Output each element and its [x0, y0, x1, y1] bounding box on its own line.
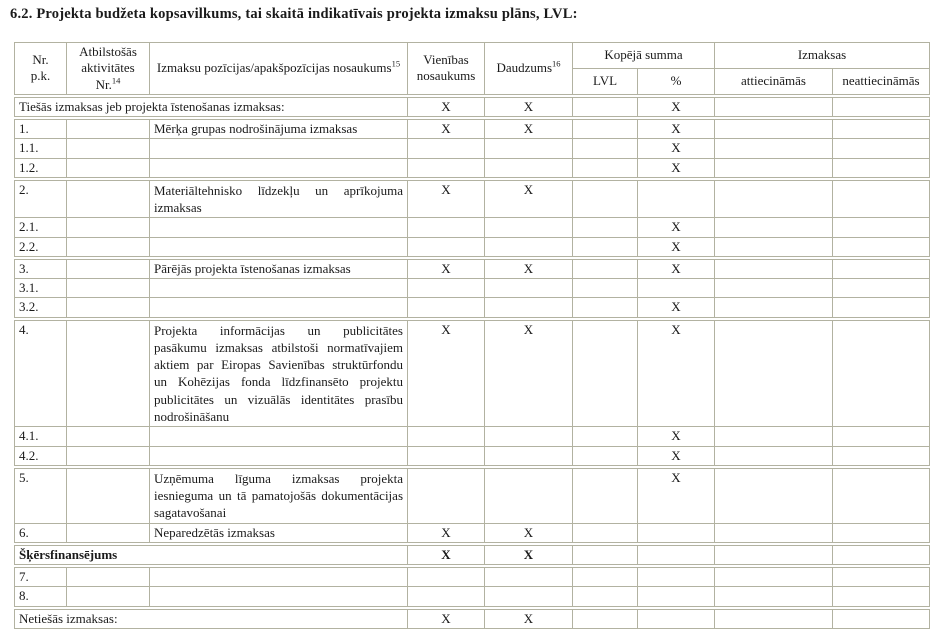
activity-nr-cell [67, 467, 150, 523]
eligible-costs-cell [715, 523, 833, 544]
quantity-cell: X [485, 319, 573, 427]
unit-name-cell [408, 237, 485, 258]
row-label-cell: Netiešās izmaksas: [15, 608, 408, 629]
cost-position-cell [150, 298, 408, 319]
ineligible-costs-cell [833, 279, 930, 298]
ineligible-costs-cell [833, 319, 930, 427]
table-body [15, 96, 930, 629]
col-header-nr-pk [15, 43, 67, 96]
row-number-cell: 5. [15, 467, 67, 523]
lvl-cell [573, 319, 638, 427]
activity-nr-cell [67, 118, 150, 139]
unit-name-cell: X [408, 544, 485, 566]
eligible-costs-cell [715, 179, 833, 218]
unit-name-cell [408, 279, 485, 298]
unit-name-cell [408, 427, 485, 446]
ineligible-costs-cell [833, 237, 930, 258]
ineligible-costs-cell [833, 544, 930, 566]
lvl-cell [573, 158, 638, 179]
quantity-cell [485, 427, 573, 446]
lvl-cell [573, 118, 638, 139]
quantity-cell [485, 298, 573, 319]
table-header [15, 43, 930, 96]
cost-position-cell: Neparedzētās izmaksas [150, 523, 408, 544]
cost-position-cell [150, 446, 408, 467]
percent-cell: X [638, 446, 715, 467]
percent-cell [638, 523, 715, 544]
percent-cell [638, 544, 715, 566]
eligible-costs-cell [715, 158, 833, 179]
ineligible-costs-cell [833, 118, 930, 139]
unit-name-cell: X [408, 118, 485, 139]
row-number-cell: 4. [15, 319, 67, 427]
lvl-cell [573, 467, 638, 523]
ineligible-costs-cell [833, 158, 930, 179]
lvl-cell [573, 523, 638, 544]
unit-name-cell [408, 587, 485, 608]
page-title: 6.2. Projekta budžeta kopsavilkums, tai skaitā indikatīvais projekta izmaksu plāns, LVL: [10, 6, 578, 22]
quantity-cell: X [485, 179, 573, 218]
table-row [15, 608, 930, 629]
unit-name-cell [408, 218, 485, 237]
ineligible-costs-cell [833, 587, 930, 608]
cost-position-cell [150, 139, 408, 158]
table-row [15, 218, 930, 237]
table-row [15, 298, 930, 319]
quantity-label: Daudzums [496, 60, 553, 76]
table-row [15, 523, 930, 544]
eligible-costs-cell [715, 319, 833, 427]
activity-label: Atbilstošās aktivitātes Nr. [79, 44, 137, 92]
activity-nr-cell [67, 319, 150, 427]
ineligible-costs-cell [833, 218, 930, 237]
unit-name-cell: X [408, 319, 485, 427]
quantity-cell [485, 587, 573, 608]
percent-cell: X [638, 158, 715, 179]
cost-position-cell: Mērķa grupas nodrošinājuma izmaksas [150, 118, 408, 139]
quantity-cell [485, 446, 573, 467]
activity-nr-cell [67, 427, 150, 446]
activity-nr-cell [67, 139, 150, 158]
cost-position-cell: Pārējās projekta īstenošanas izmaksas [150, 258, 408, 279]
quantity-cell: X [485, 608, 573, 629]
eligible-costs-cell [715, 427, 833, 446]
budget-summary-table [14, 42, 930, 629]
unit-name-cell [408, 139, 485, 158]
ineligible-costs-cell [833, 523, 930, 544]
nr-label-line1: Nr. [32, 52, 49, 68]
activity-nr-cell [67, 446, 150, 467]
col-header-cost-position [150, 43, 408, 96]
activity-nr-cell [67, 218, 150, 237]
row-number-cell: 2.1. [15, 218, 67, 237]
percent-cell: X [638, 258, 715, 279]
eligible-costs-cell [715, 467, 833, 523]
quantity-cell: X [485, 258, 573, 279]
lvl-cell [573, 544, 638, 566]
quantity-cell [485, 139, 573, 158]
cost-position-cell [150, 158, 408, 179]
cost-position-cell [150, 237, 408, 258]
cost-position-cell [150, 427, 408, 446]
table-row [15, 467, 930, 523]
quantity-cell [485, 566, 573, 587]
eligible-costs-cell [715, 446, 833, 467]
lvl-cell [573, 298, 638, 319]
percent-cell: X [638, 237, 715, 258]
unit-name-cell: X [408, 258, 485, 279]
eligible-costs-cell [715, 298, 833, 319]
percent-cell [638, 279, 715, 298]
lvl-cell [573, 608, 638, 629]
lvl-cell [573, 587, 638, 608]
quantity-cell: X [485, 544, 573, 566]
row-label-cell: Šķērsfinansējums [15, 544, 408, 566]
row-number-cell: 3.2. [15, 298, 67, 319]
footnote-ref-14: 14 [111, 75, 121, 86]
lvl-cell [573, 566, 638, 587]
row-number-cell: 3.1. [15, 279, 67, 298]
eligible-costs-cell [715, 279, 833, 298]
activity-nr-cell [67, 523, 150, 544]
footnote-ref-15: 15 [391, 58, 401, 69]
activity-nr-cell [67, 179, 150, 218]
table-row [15, 158, 930, 179]
ineligible-costs-cell [833, 427, 930, 446]
row-number-cell: 1.1. [15, 139, 67, 158]
col-header-percent: % [638, 68, 715, 96]
ineligible-costs-cell [833, 258, 930, 279]
row-number-cell: 7. [15, 566, 67, 587]
col-group-costs: Izmaksas [715, 43, 930, 69]
ineligible-costs-cell [833, 467, 930, 523]
row-number-cell: 4.2. [15, 446, 67, 467]
row-number-cell: 8. [15, 587, 67, 608]
quantity-cell [485, 279, 573, 298]
row-number-cell: 2.2. [15, 237, 67, 258]
activity-nr-cell [67, 158, 150, 179]
lvl-cell [573, 139, 638, 158]
ineligible-costs-cell [833, 96, 930, 118]
percent-cell: X [638, 118, 715, 139]
eligible-costs-cell [715, 566, 833, 587]
table-row [15, 279, 930, 298]
cost-position-cell [150, 218, 408, 237]
cost-position-cell: Materiāltehnisko līdzekļu un aprīkojuma izmaksas [150, 179, 408, 218]
table-row [15, 544, 930, 566]
percent-cell [638, 179, 715, 218]
percent-cell: X [638, 298, 715, 319]
ineligible-costs-cell [833, 608, 930, 629]
table-row [15, 118, 930, 139]
row-number-cell: 4.1. [15, 427, 67, 446]
ineligible-costs-cell [833, 566, 930, 587]
eligible-costs-cell [715, 608, 833, 629]
activity-nr-cell [67, 566, 150, 587]
unit-name-cell [408, 446, 485, 467]
cost-position-cell [150, 587, 408, 608]
unit-name-cell [408, 158, 485, 179]
row-number-cell: 3. [15, 258, 67, 279]
row-number-cell: 6. [15, 523, 67, 544]
table-row [15, 566, 930, 587]
table-row [15, 587, 930, 608]
row-number-cell: 1. [15, 118, 67, 139]
position-label: Izmaksu pozīcijas/apakšpozīcijas nosaukums [156, 60, 392, 76]
quantity-cell: X [485, 523, 573, 544]
ineligible-costs-cell [833, 139, 930, 158]
percent-cell: X [638, 427, 715, 446]
lvl-cell [573, 179, 638, 218]
footnote-ref-16: 16 [552, 58, 561, 69]
cost-position-cell [150, 566, 408, 587]
percent-cell [638, 566, 715, 587]
quantity-cell [485, 467, 573, 523]
table-row [15, 258, 930, 279]
percent-cell: X [638, 218, 715, 237]
nr-label-line2: p.k. [30, 68, 51, 84]
percent-cell: X [638, 319, 715, 427]
percent-cell [638, 587, 715, 608]
cost-position-cell [150, 279, 408, 298]
eligible-costs-cell [715, 587, 833, 608]
unit-name-cell [408, 298, 485, 319]
unit-name-cell [408, 566, 485, 587]
unit-name-cell: X [408, 179, 485, 218]
eligible-costs-cell [715, 258, 833, 279]
table-row [15, 427, 930, 446]
activity-nr-cell [67, 237, 150, 258]
lvl-cell [573, 237, 638, 258]
lvl-cell [573, 258, 638, 279]
cost-position-cell: Uzņēmuma līguma izmaksas projekta iesnieguma un tā pamatojošās dokumentācijas sagatavošanai [150, 467, 408, 523]
percent-cell: X [638, 96, 715, 118]
col-header-ineligible: neattiecināmās [833, 68, 930, 96]
col-header-lvl: LVL [573, 68, 638, 96]
row-number-cell: 2. [15, 179, 67, 218]
activity-nr-cell [67, 279, 150, 298]
row-number-cell: 1.2. [15, 158, 67, 179]
header-row-groups [15, 43, 930, 69]
quantity-cell [485, 237, 573, 258]
col-group-total-sum: Kopējā summa [573, 43, 715, 69]
quantity-cell: X [485, 118, 573, 139]
eligible-costs-cell [715, 218, 833, 237]
activity-nr-cell [67, 258, 150, 279]
eligible-costs-cell [715, 139, 833, 158]
col-header-activity-nr [67, 43, 150, 96]
lvl-cell [573, 96, 638, 118]
eligible-costs-cell [715, 544, 833, 566]
quantity-cell [485, 218, 573, 237]
table-row [15, 319, 930, 427]
row-label-cell: Tiešās izmaksas jeb projekta īstenošanas izmaksas: [15, 96, 408, 118]
quantity-cell: X [485, 96, 573, 118]
cost-position-cell: Projekta informācijas un publicitātes pasākumu izmaksas atbilstoši normatīvajiem aktiem par Eiropas Savienības struktūrfondu un Kohēzijas fonda līdzfinansēto projektu publicitātes un vizuālās identitātes prasību nodrošināšanu [150, 319, 408, 427]
col-header-eligible: attiecināmās [715, 68, 833, 96]
eligible-costs-cell [715, 118, 833, 139]
table-row [15, 446, 930, 467]
unit-name-cell [408, 467, 485, 523]
quantity-cell [485, 158, 573, 179]
percent-cell [638, 608, 715, 629]
table-row [15, 179, 930, 218]
lvl-cell [573, 427, 638, 446]
unit-name-cell: X [408, 608, 485, 629]
percent-cell: X [638, 139, 715, 158]
eligible-costs-cell [715, 96, 833, 118]
lvl-cell [573, 279, 638, 298]
activity-nr-cell [67, 587, 150, 608]
ineligible-costs-cell [833, 298, 930, 319]
table-row [15, 237, 930, 258]
unit-name-cell: X [408, 96, 485, 118]
unit-name-cell: X [408, 523, 485, 544]
percent-cell: X [638, 467, 715, 523]
ineligible-costs-cell [833, 446, 930, 467]
eligible-costs-cell [715, 237, 833, 258]
table-row [15, 139, 930, 158]
activity-nr-cell [67, 298, 150, 319]
lvl-cell [573, 218, 638, 237]
col-header-quantity [485, 43, 573, 96]
col-header-unit-name: Vienības nosaukums [408, 43, 485, 96]
lvl-cell [573, 446, 638, 467]
table-row [15, 96, 930, 118]
ineligible-costs-cell [833, 179, 930, 218]
